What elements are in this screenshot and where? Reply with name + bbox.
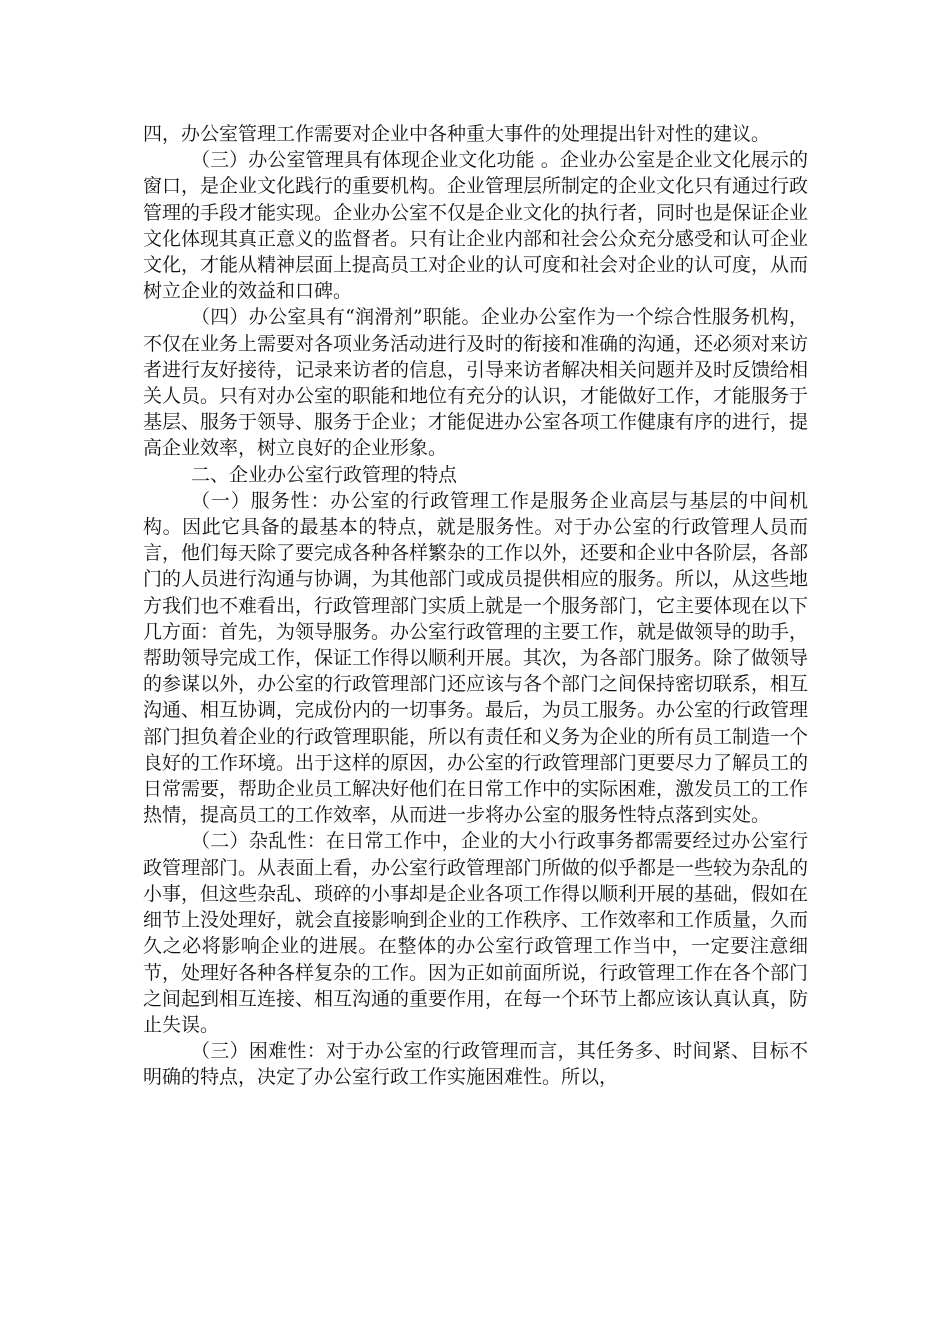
paragraph: （四）办公室具有“润滑剂”职能。企业办公室作为一个综合性服务机构，不仅在业务上需要对各项业务活动进行及时的衔接和准确的沟通，还必须对来访者进行友好接待，记录来访者的信息，引导来访者解决相关问题并及时反馈给相关人员。只有对办公室的职能和地位有充分的认识，才能做好工作，才能服务于基层、服务于领导、服务于企业；才能促进办公室各项工作健康有序的进行，提高企业效率，树立良好的企业形象。 [143,306,809,460]
paragraph: （二）杂乱性：在日常工作中，企业的大小行政事务都需要经过办公室行政管理部门。从表面上看，办公室行政管理部门所做的似乎都是一些较为杂乱的小事，但这些杂乱、琐碎的小事却是企业各项工作得以顺利开展的基础，假如在细节上没处理好，就会直接影响到企业的工作秩序、工作效率和工作质量，久而久之必将影响企业的进展。在整体的办公室行政管理工作当中，一定要注意细节，处理好各种各样复杂的工作。因为正如前面所说，行政管理工作在各个部门之间起到相互连接、相互沟通的重要作用，在每一个环节上都应该认真认真，防止失误。 [143,830,809,1036]
paragraph: （三）困难性：对于办公室的行政管理而言，其任务多、时间紧、目标不明确的特点，决定了办公室行政工作实施困难性。所以， [143,1040,808,1089]
section-heading: 二、企业办公室行政管理的特点 [191,463,458,486]
paragraph: 四，办公室管理工作需要对企业中各种重大事件的处理提出针对性的建议。 [143,123,771,145]
document-page [143,121,808,1091]
paragraph: （三）办公室管理具有体现企业文化功能 。企业办公室是企业文化展示的窗口，是企业文化践行的重要机构。企业管理层所制定的企业文化只有通过行政管理的手段才能实现。企业办公室不仅是企业文化的执行者，同时也是保证企业文化体现其真正意义的监督者。只有让企业内部和社会公众充分感受和认可企业文化，才能从精神层面上提高员工对企业的认可度和社会对企业的认可度，从而树立企业的效益和口碑。 [143,149,809,303]
paragraph: （一）服务性：办公室的行政管理工作是服务企业高层与基层的中间机构。因此它具备的最基本的特点，就是服务性。对于办公室的行政管理人员而言，他们每天除了要完成各种各样繁杂的工作以外，还要和企业中各阶层，各部门的人员进行沟通与协调，为其他部门或成员提供相应的服务。所以，从这些地方我们也不难看出，行政管理部门实质上就是一个服务部门，它主要体现在以下几方面：首先，为领导服务。办公室行政管理的主要工作，就是做领导的助手，帮助领导完成工作，保证工作得以顺利开展。其次，为各部门服务。除了做领导的参谋以外，办公室的行政管理部门还应该与各个部门之间保持密切联系，相互沟通、相互协调，完成份内的一切事务。最后，为员工服务。办公室的行政管理部门担负着企业的行政管理职能，所以有责任和义务为企业的所有员工制造一个良好的工作环境。出于这样的原因，办公室的行政管理部门更要尽力了解员工的日常需要，帮助企业员工解决好他们在日常工作中的实际困难，激发员工的工作热情，提高员工的工作效率，从而进一步将办公室的服务性特点落到实处。 [143,489,809,827]
